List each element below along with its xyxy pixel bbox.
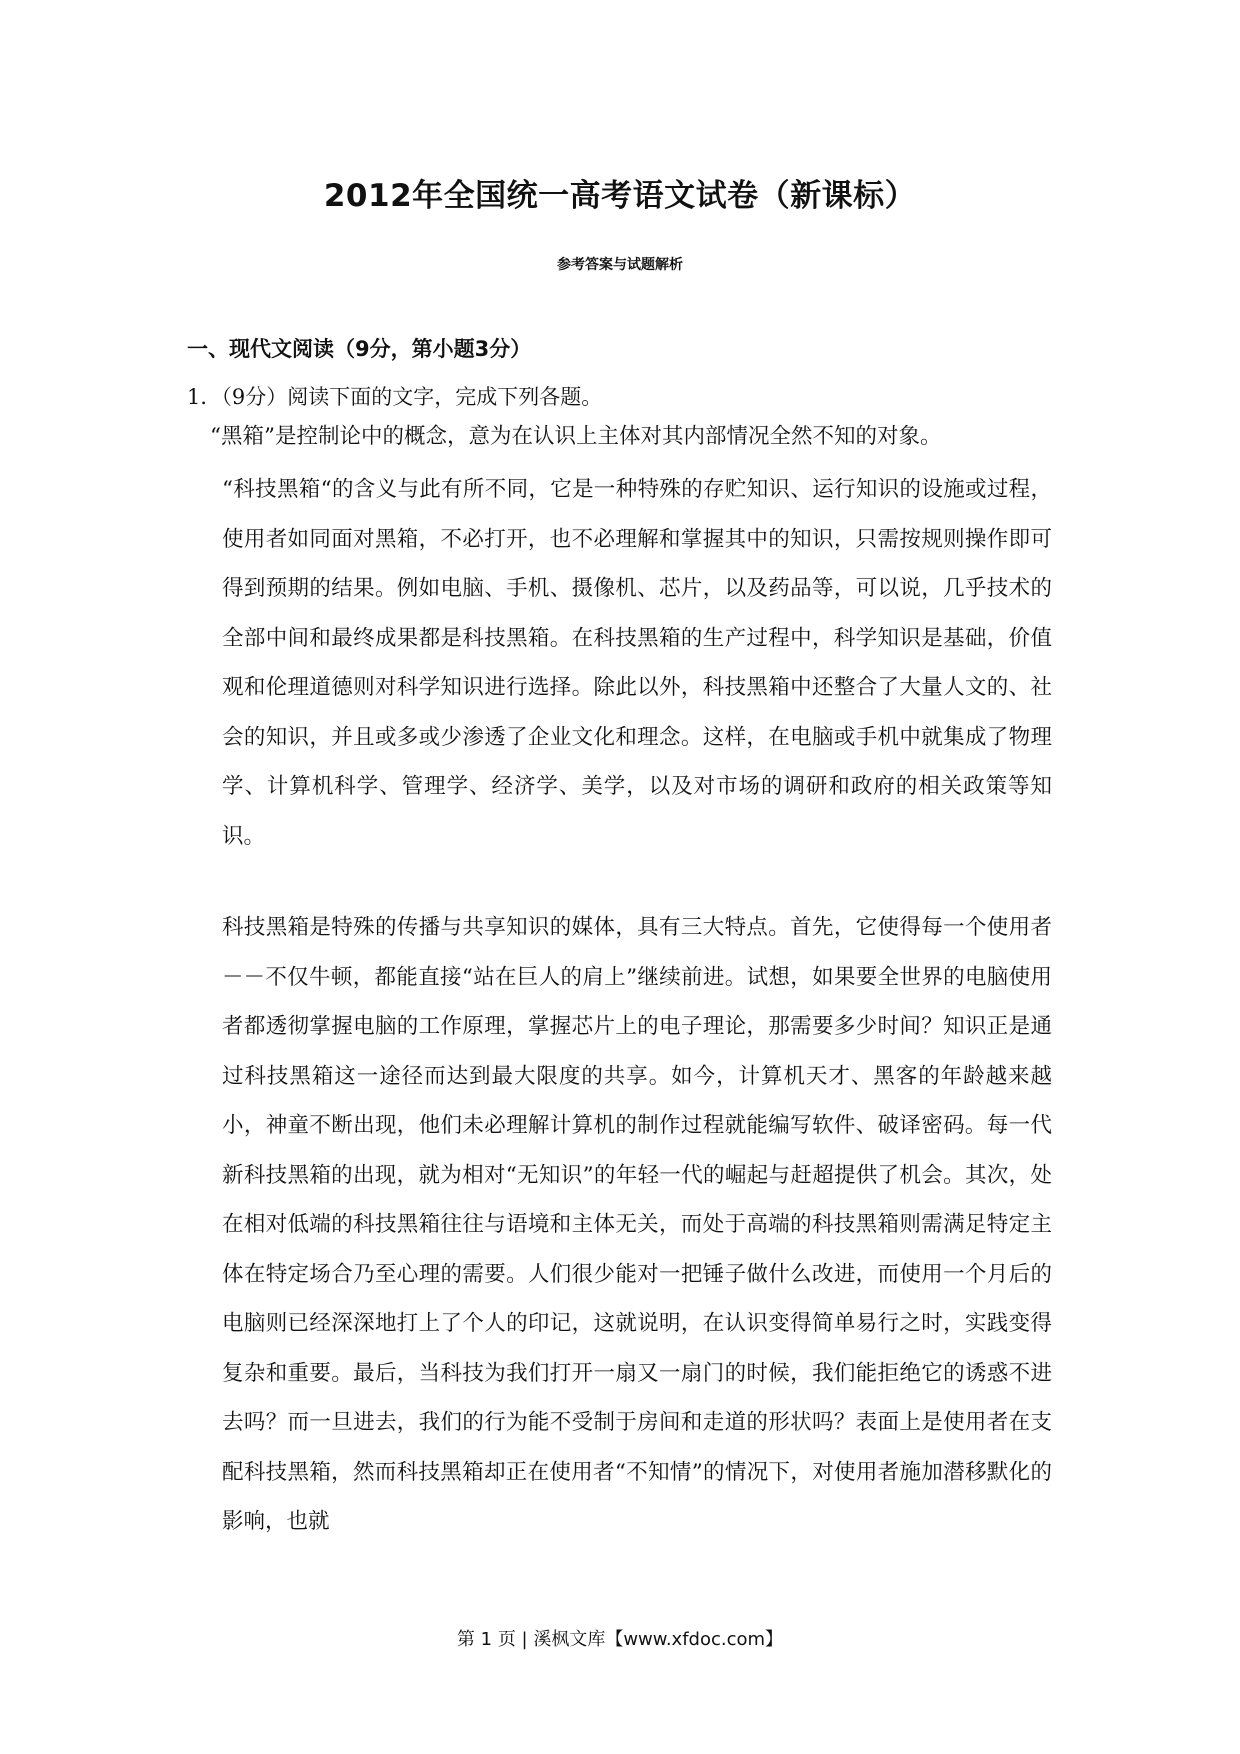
passage-paragraph xyxy=(210,417,1070,457)
paragraph-text: “科技黑箱“的含义与此有所不同，它是一种特殊的存贮知识、运行知识的设施或过程，使用者如同面对黑箱，不必打开，也不必理解和掌握其中的知识，只需按规则操作即可得到预期的结果。例如电脑、手机、摄像机、芯片，以及药品等，可以说，几乎技术的全部中间和最终成果都是科技黑箱。在科技黑箱的生产过程中，科学知识是基础，价值观和伦理道德则对科学知识进行选择。除此以外，科技黑箱中还整合了大量人文的、社会的知识，并且或多或少渗透了企业文化和理念。这样，在电脑或手机中就集成了物理学、计算机科学、管理学、经济学、美学，以及对市场的调研和政府的相关政策等知识。 xyxy=(222,477,1052,849)
paragraph-text: “黑箱”是控制论中的概念，意为在认识上主体对其内部情况全然不知的对象。 xyxy=(210,424,942,449)
document-title: 2012年全国统一高考语文试卷（新课标） xyxy=(323,178,917,214)
paragraph-text: 科技黑箱是特殊的传播与共享知识的媒体，具有三大特点。首先，它使得每一个使用者－－不仅牛顿，都能直接“站在巨人的肩上”继续前进。试想，如果要全世界的电脑使用者都透彻掌握电脑的工作原理，掌握芯片上的电子理论，那需要多少时间？知识正是通过科技黑箱这一途径而达到最大限度的共享。如今，计算机天才、黑客的年龄越来越小，神童不断出现，他们未必理解计算机的制作过程就能编写软件、破译密码。每一代新科技黑箱的出现，就为相对“无知识”的年轻一代的崛起与赶超提供了机会。其次，处在相对低端的科技黑箱往往与语境和主体无关，而处于高端的科技黑箱则需满足特定主体在特定场合乃至心理的需要。人们很少能对一把锤子做什么改进，而使用一个月后的电脑则已经深深地打上了个人的印记，这就说明，在认识变得简单易行之时，实践变得复杂和重要。最后，当科技为我们打开一扇又一扇门的时候，我们能拒绝它的诱惑不进去吗？而一旦进去，我们的行为能不受制于房间和走道的形状吗？表面上是使用者在支配科技黑箱，然而科技黑箱却正在使用者“不知情”的情况下，对使用者施加潜移默化的影响，也就 xyxy=(222,915,1052,1534)
passage-paragraph xyxy=(222,465,1052,861)
page-footer: 第 1 页 | 溪枫文库【www.xfdoc.com】 xyxy=(456,1629,784,1650)
section-heading: 一、现代文阅读（9分，第小题3分） xyxy=(187,337,532,361)
document-subtitle: 参考答案与试题解析 xyxy=(557,257,683,273)
passage-paragraph xyxy=(222,903,1052,1547)
question-prompt: 1．（9分）阅读下面的文字，完成下列各题。 xyxy=(187,385,603,409)
